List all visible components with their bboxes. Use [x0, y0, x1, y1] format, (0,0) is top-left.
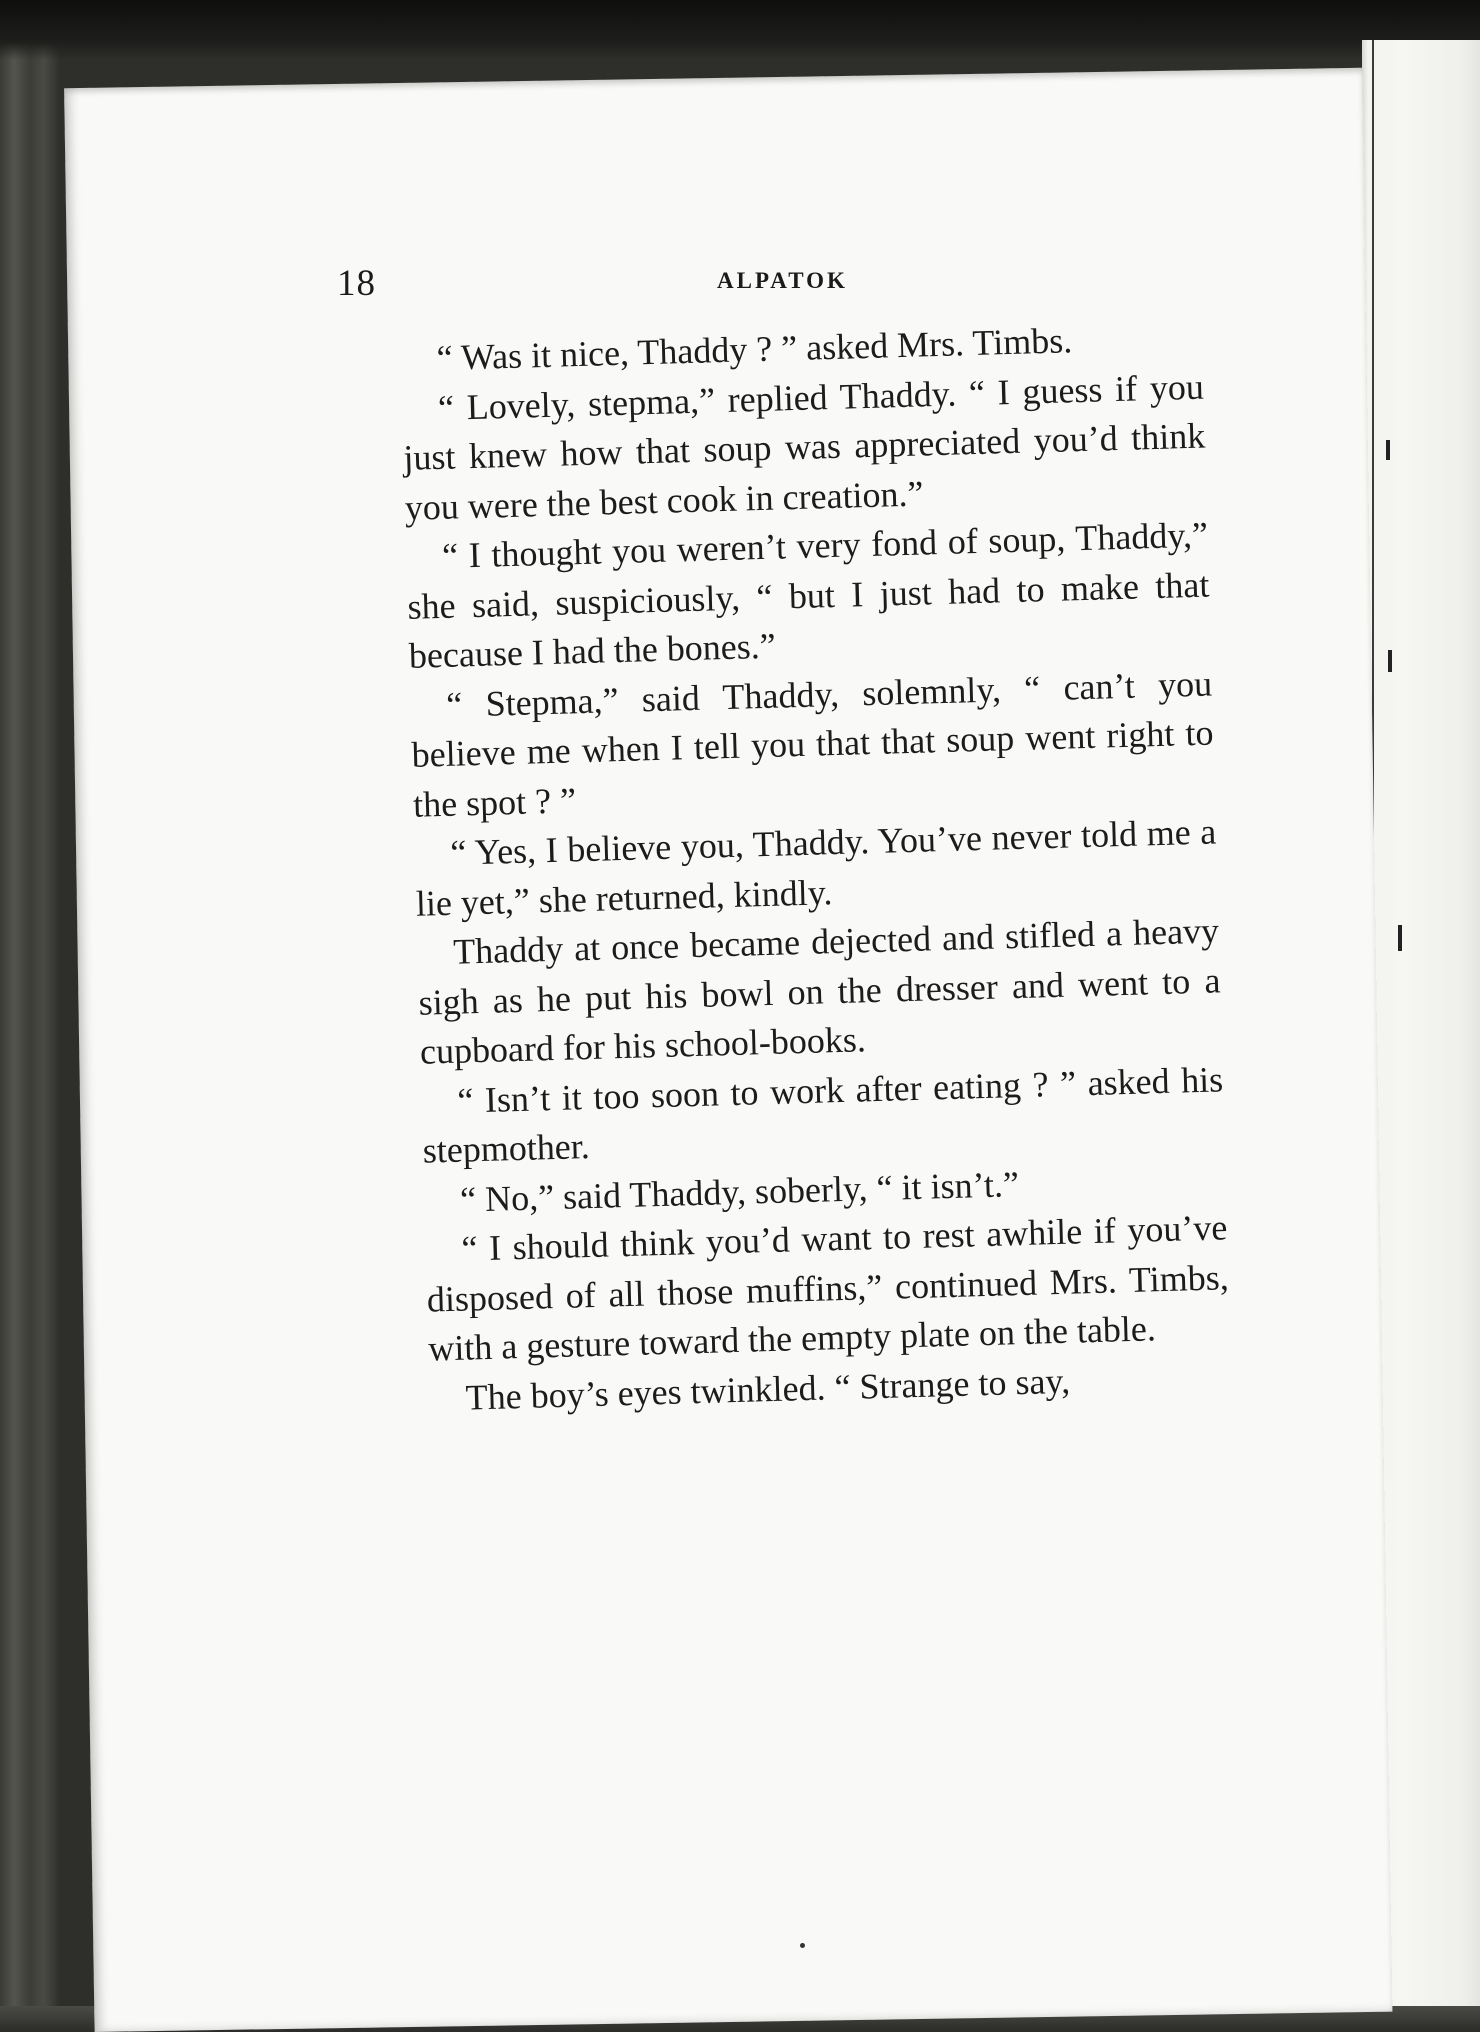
paragraph: “ I should think you’d want to rest awhile if you’ve disposed of all those muffins,” continued Mrs. Timbs, with a gesture toward the empty plate on the table.: [426, 1207, 1230, 1369]
scan-top-shadow: [0, 0, 1480, 60]
paragraph: “ Isn’t it too soon to work after eating ? ” asked his stepmother.: [422, 1058, 1224, 1171]
gutter-mark: [1386, 440, 1390, 460]
body-text: [400, 313, 1232, 1424]
gutter-mark: [1388, 650, 1392, 672]
paragraph: “ No,” said Thaddy, soberly, “ it isn’t.”: [459, 1163, 1020, 1220]
running-title: ALPATOK: [717, 268, 848, 293]
paragraph: “ Lovely, stepma,” replied Thaddy. “ I guess if you just knew how that soup was appreciated you’d think you were the best cook in creation.”: [402, 366, 1206, 528]
paragraph: “ Yes, I believe you, Thaddy. You’ve never told me a lie yet,” she returned, kindly.: [415, 811, 1217, 924]
paragraph: Thaddy at once became dejected and stifled a heavy sigh as he put his bowl on the dresser and went to a cupboard for his school-books.: [418, 910, 1221, 1072]
running-head: [337, 262, 877, 302]
paragraph: The boy’s eyes twinkled. “ Strange to say,: [465, 1360, 1071, 1418]
page-number: 18: [337, 263, 376, 304]
paragraph: “ Stepma,” said Thaddy, solemnly, “ can’t you believe me when I tell you that that soup went right to the spot ? ”: [411, 662, 1214, 825]
gutter-mark: [1398, 925, 1402, 951]
paragraph: “ Was it nice, Thaddy ? ” asked Mrs. Timbs.: [436, 320, 1073, 378]
paragraph: “ I thought you weren’t very fond of soup, Thaddy,” she said, suspiciously, “ but I just had to make that because I had the bones.”: [407, 514, 1210, 676]
page-speck: [800, 1943, 805, 1948]
